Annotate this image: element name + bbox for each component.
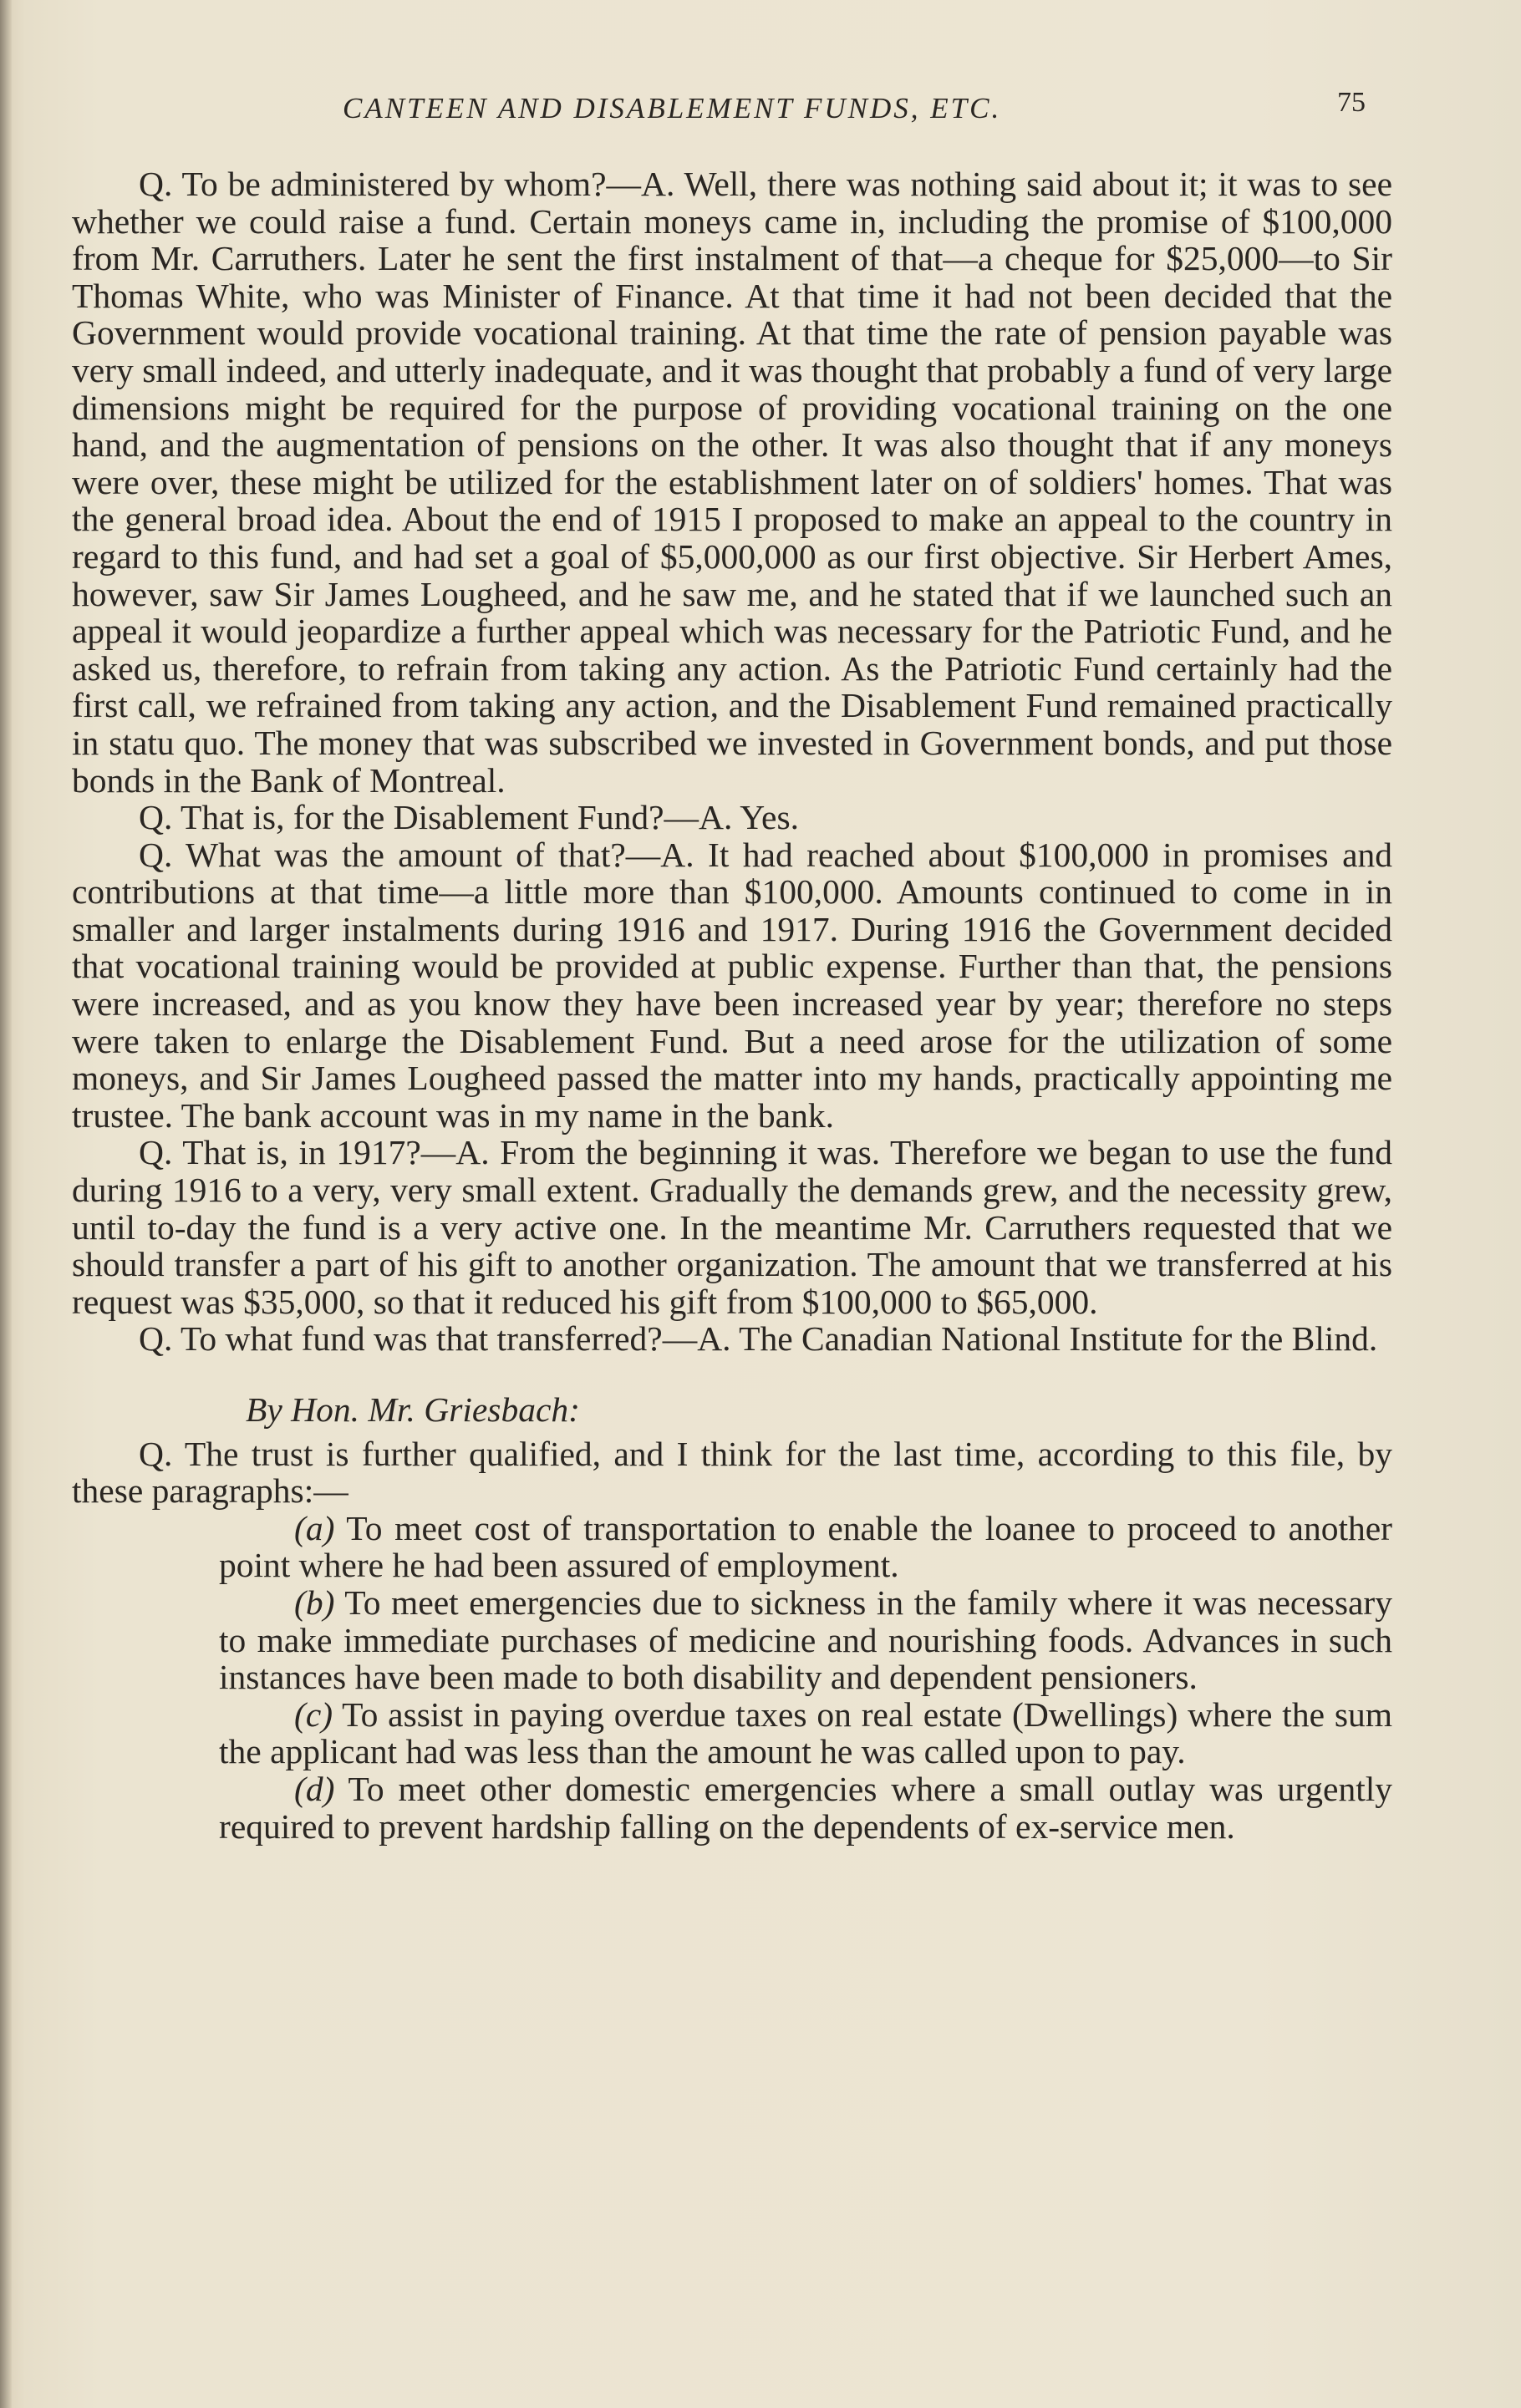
- paragraph-trust-qualified: Q. The trust is further qualified, and I think for the last time, according to this file, by these paragraphs:—: [72, 1434, 1392, 1511]
- clause-text: To meet other domestic emergencies where a small outlay was urgently required to prevent hardship falling on the dependents of ex-service men.: [219, 1769, 1392, 1846]
- clause-letter: (d): [294, 1769, 335, 1808]
- paragraph-amount: Q. What was the amount of that?—A. It had reached about $100,000 in promises and contributions at that time—a little more than $100,000. Amounts continued to come in in smaller and larger instalments during 1916 and 1917. During 1916 the Government decided that vocational training would be provided at public expense. Further than that, the pensions were increased, and as you know they have been increased year by year; therefore no steps were taken to enlarge the Disablement Fund. But a need arose for the utilization of some moneys, and Sir James Lougheed passed the matter into my hands, practically appointing me trustee. The bank account was in my name in the bank.: [72, 835, 1392, 1135]
- clause-text: To meet cost of transportation to enable the loanee to proceed to another point where he had been assured of employment.: [219, 1508, 1392, 1585]
- clause-c: [219, 1696, 1392, 1770]
- paragraph-disablement-fund: Q. That is, for the Disablement Fund?—A. Yes.: [139, 798, 799, 837]
- running-title: CANTEEN AND DISABLEMENT FUNDS, ETC.: [343, 92, 1002, 124]
- clause-a: [219, 1510, 1392, 1584]
- clause-d: [219, 1770, 1392, 1845]
- page-number: 75: [1337, 87, 1366, 118]
- paragraph-administered-by-whom: Q. To be administered by whom?—A. Well, there was nothing said about it; it was to see whether we could raise a fund. Certain moneys came in, including the promise of $100,000 from Mr. Carruthers. Later he sent the first instalment of that—a cheque for $25,000—to Sir Thomas White, who was Minister of Finance. At that time it had not been decided that the Government would provide vocational training. At that time the rate of pension payable was very small indeed, and utterly inadequate, and it was thought that probably a fund of very large dimensions might be required for the purpose of providing vocational training on the one hand, and the augmentation of pensions on the other. It was also thought that if any moneys were over, these might be utilized for the establishment later on of soldiers' homes. That was the general broad idea. About the end of 1915 I proposed to make an appeal to the country in regard to this fund, and had set a goal of $5,000,000 as our first objective. Sir Herbert Ames, however, saw Sir James Lougheed, and he saw me, and he stated that if we launched such an appeal it would jeopardize a further appeal which was necessary for the Patriotic Fund, and he asked us, therefore, to refrain from taking any action. As the Patriotic Fund certainly had the first call, we refrained from taking any action, and the Disablement Fund remained practically in statu quo. The money that was subscribed we invested in Government bonds, and put those bonds in the Bank of Montreal.: [72, 165, 1392, 800]
- paragraph-fund-transferred: Q. To what fund was that transferred?—A. The Canadian National Institute for the Blind.: [139, 1319, 1378, 1359]
- page-body: [72, 165, 1392, 1845]
- clause-b: [219, 1584, 1392, 1696]
- clause-text: To assist in paying overdue taxes on real estate (Dwellings) where the sum the applicant had was less than the amount he was called upon to pay.: [219, 1694, 1392, 1771]
- clause-letter: (a): [294, 1508, 335, 1547]
- binding-gutter: [0, 0, 12, 2408]
- clause-letter: (b): [294, 1582, 335, 1622]
- clause-text: To meet emergencies due to sickness in the family where it was necessary to make immediate purchases of medicine and nourishing foods. Advances in such instances have been made to both disability and dependent pensioners.: [219, 1582, 1392, 1697]
- clause-letter: (c): [294, 1694, 333, 1734]
- speaker-heading: By Hon. Mr. Griesbach:: [246, 1390, 580, 1429]
- paragraph-in-1917: Q. That is, in 1917?—A. From the beginning it was. Therefore we began to use the fund during 1916 to a very, very small extent. Gradually the demands grew, and the necessity grew, until to-day the fund is a very active one. In the meantime Mr. Carruthers requested that we should transfer a part of his gift to another organization. The amount that we transferred at his request was $35,000, so that it reduced his gift from $100,000 to $65,000.: [72, 1133, 1392, 1321]
